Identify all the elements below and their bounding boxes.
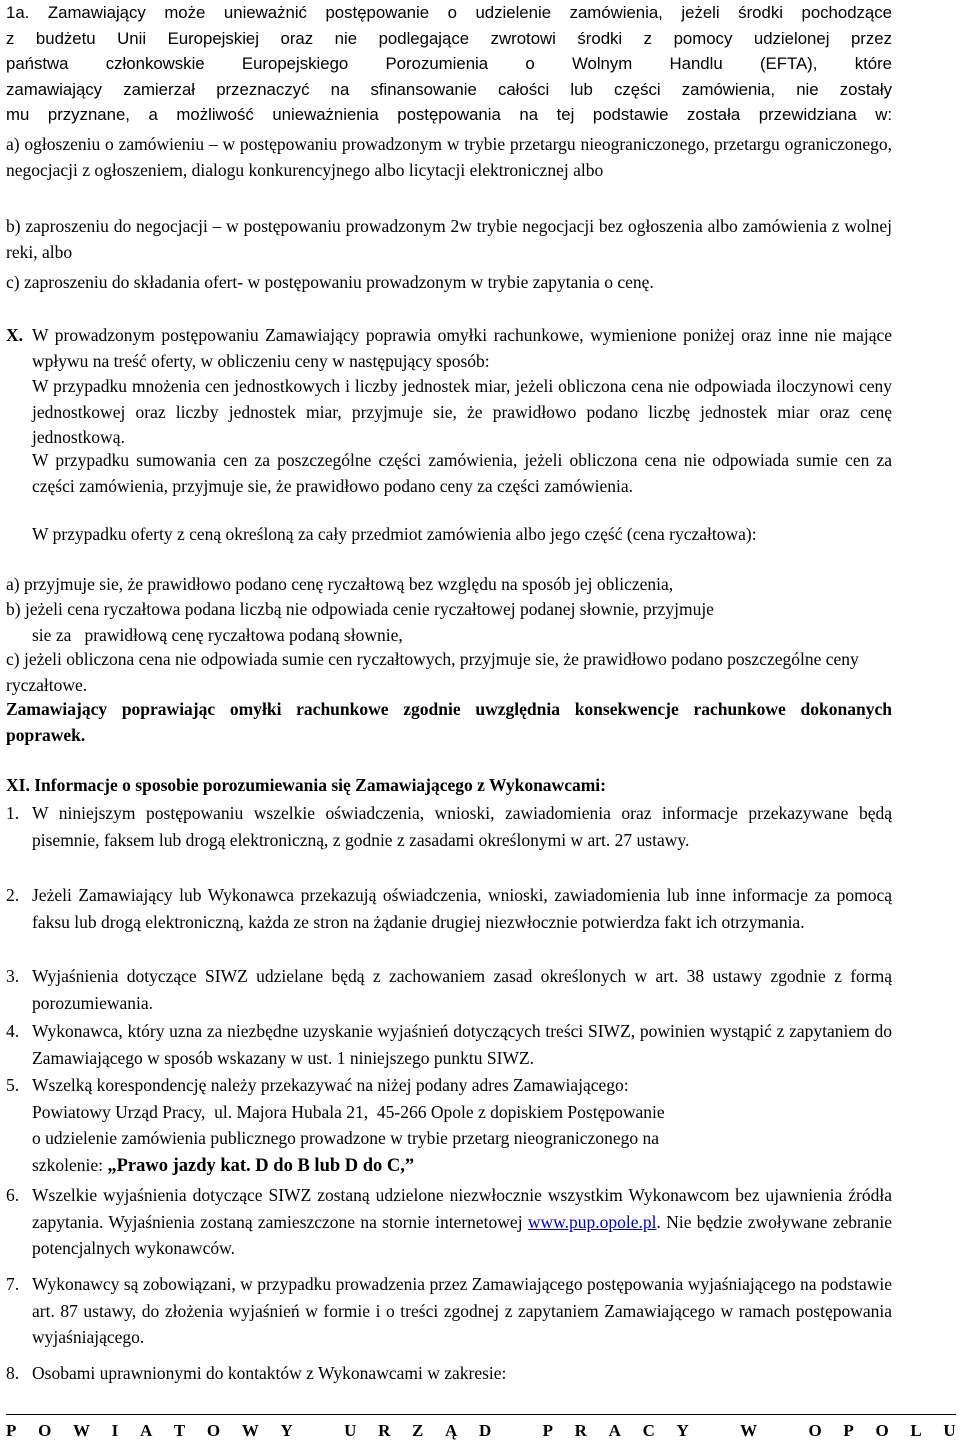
item-number: 7. bbox=[6, 1274, 20, 1294]
section-xi-item-2 bbox=[6, 882, 892, 935]
section-x-intro bbox=[6, 323, 892, 374]
item-6-text-end: . Nie będzie zwoływane zebranie potencjalnych wykonawców. bbox=[32, 1211, 893, 1258]
section-x-bold-text: Zamawiający poprawiając omyłki rachunkowe zgodnie uwzględnia konsekwencje rachunkowe dokonanych poprawek. bbox=[6, 699, 892, 745]
section-1a-line: mu przyznane, a możliwość unieważnienia postępowania na tej podstawie została przewidziana w: bbox=[6, 105, 892, 124]
footer-letter: W bbox=[241, 1421, 259, 1440]
section-x-para-1: W przypadku mnożenia cen jednostkowych i liczby jednostek miar, jeżeli obliczona cena nie odpowiada iloczynowi ceny jednostkowej oraz liczby jednostek miar, przyjmuje sie, że prawidłowo podano liczbę jednostek miar oraz cenę jednostkową. bbox=[32, 376, 892, 447]
footer-letter: O bbox=[38, 1421, 52, 1440]
website-link[interactable]: www.pup.opole.pl bbox=[527, 1211, 657, 1232]
section-x-intro-text: W prowadzonym postępowaniu Zamawiający poprawia omyłki rachunkowe, wymienione poniżej oraz inne nie mające wpływu na treść oferty, w obliczeniu ceny w następujący sposób: bbox=[32, 325, 892, 371]
section-x-bold-note bbox=[6, 697, 892, 748]
footer-letter: T bbox=[173, 1421, 186, 1440]
section-xi-item-1 bbox=[6, 800, 892, 853]
footer-letter: O bbox=[875, 1421, 889, 1440]
section-1a-line: państwa członkowskie Europejskiego Porozumienia o Wolnym Handlu (EFTA), które bbox=[6, 54, 892, 73]
footer-letter: W bbox=[740, 1421, 758, 1440]
section-xi-item-8 bbox=[6, 1360, 892, 1387]
footer-gap bbox=[314, 1421, 322, 1441]
item-text: Wykonawcy są zobowiązani, w przypadku prowadzenia przez Zamawiającego postępowania wyjaśniającego na podstawie art. 87 ustawy, do złożenia wyjaśnień w formie i o treści zgodnej z zapytaniem Zamawiającego w ramach postępowania wyjaśniającego. bbox=[32, 1274, 892, 1347]
item-number: 8. bbox=[6, 1363, 20, 1383]
footer-letter: P bbox=[6, 1421, 17, 1440]
item-number: 4. bbox=[6, 1021, 20, 1041]
section-x-item-b-line1: b) jeżeli cena ryczałtowa podana liczbą nie odpowiada cenie ryczałtowej podanej słownie, przyjmuje bbox=[6, 599, 714, 619]
section-xi-title-text: XI. Informacje o sposobie porozumiewania się Zamawiającego z Wykonawcami: bbox=[6, 775, 606, 795]
training-name: „Prawo jazdy kat. D do B lub D do C,” bbox=[107, 1155, 415, 1176]
section-xi-item-5 bbox=[6, 1072, 892, 1179]
section-1a-line: zamawiający zamierzał przeznaczyć na sfinansowanie całości lub części zamówienia, nie zostały bbox=[6, 79, 892, 99]
item-text: Jeżeli Zamawiający lub Wykonawca przekazują oświadczenia, wnioski, zawiadomienia lub inne informacje za pomocą faksu lub drogą elektroniczną, każda ze stron na żądanie drugiej niezwłocznie potwierdza fakt ich otrzymania. bbox=[32, 885, 892, 932]
footer-gap bbox=[513, 1421, 521, 1441]
footer-letter: A bbox=[139, 1421, 153, 1440]
footer-letter: U bbox=[943, 1421, 956, 1440]
section-1a-line: z budżetu Unii Europejskiej oraz nie podlegające zwrotowi środki z pomocy udzielonej przez bbox=[6, 28, 892, 48]
footer-letter: O bbox=[808, 1421, 822, 1440]
item-number: 6. bbox=[6, 1185, 20, 1205]
footer-letter: L bbox=[910, 1421, 922, 1440]
item-5-line-2: Powiatowy Urząd Pracy, ul. Majora Hubala 21, 45-266 Opole z dopiskiem Postępowanie bbox=[32, 1101, 665, 1122]
item-6-text: Wszelkie wyjaśnienia dotyczące SIWZ zostaną udzielone niezwłocznie wszystkim Wykonawcom bez ujawnienia źródła zapytania. Wyjaśnienia zostaną zamieszczone na stornie internetowej bbox=[32, 1185, 892, 1232]
footer-letter: R bbox=[574, 1421, 587, 1440]
footer-letter: A bbox=[608, 1421, 621, 1440]
footer-letter: Ą bbox=[445, 1421, 458, 1440]
section-1a-line: 1a. Zamawiający może unieważnić postępowanie o udzielenie zamówienia, jeżeli środki pochodzące bbox=[6, 3, 892, 22]
footer-letter: Y bbox=[280, 1421, 293, 1440]
section-x-number: X. bbox=[6, 325, 24, 345]
footer-letter: W bbox=[72, 1421, 90, 1440]
footer-letter: D bbox=[478, 1421, 492, 1440]
item-5-prefix: szkolenie: bbox=[32, 1154, 108, 1175]
footer-gap bbox=[779, 1421, 787, 1441]
item-number: 2. bbox=[6, 885, 20, 905]
section-xi-item-4 bbox=[6, 1018, 892, 1071]
footer-gap bbox=[710, 1421, 718, 1441]
footer-letter: U bbox=[344, 1421, 357, 1440]
footer-letter: I bbox=[111, 1421, 119, 1440]
section-xi-title bbox=[6, 773, 892, 799]
item-5-line-1: Wszelką korespondencję należy przekazywać na niżej podany adres Zamawiającego: bbox=[32, 1075, 629, 1095]
footer-letter: Z bbox=[412, 1421, 424, 1440]
section-xi-item-6 bbox=[6, 1182, 892, 1262]
item-text: W niniejszym postępowaniu wszelkie oświadczenia, wnioski, zawiadomienia oraz informacje przekazywane będą pisemnie, faksem lub drogą elektroniczną, z godnie z zasadami określonymi w art. 27 ustawy. bbox=[32, 803, 892, 850]
item-text: Wykonawca, który uzna za niezbędne uzyskanie wyjaśnień dotyczących treści SIWZ, powinien wystąpić z zapytaniem do Zamawiającego w sposób wskazany w ust. 1 niniejszego punktu SIWZ. bbox=[32, 1021, 892, 1068]
section-1a-item-b: b) zaproszeniu do negocjacji – w postępowaniu prowadzonym 2w trybie negocjacji bez ogłoszenia albo zamówienia z wolnej reki, albo bbox=[6, 216, 892, 262]
section-1a bbox=[6, 0, 892, 128]
section-x-item-a: a) przyjmuje sie, że prawidłowo podano cenę ryczałtową bez względu na sposób jej obliczenia, bbox=[6, 574, 674, 594]
item-number: 1. bbox=[6, 803, 20, 823]
item-text: Osobami uprawnionymi do kontaktów z Wykonawcami w zakresie: bbox=[32, 1363, 507, 1383]
footer-letter: P bbox=[843, 1421, 854, 1440]
section-1a-item-a: a) ogłoszeniu o zamówieniu – w postępowaniu prowadzonym w trybie przetargu nieograniczonego, przetargu ograniczonego, negocjacji z ogłoszeniem, dialogu konkurencyjnego albo licytacji elektronicznej albo bbox=[6, 134, 892, 180]
footer-organization-name bbox=[6, 1421, 956, 1441]
section-1a-item-c: c) zaproszeniu do składania ofert- w postępowaniu prowadzonym w trybie zapytania o cenę. bbox=[6, 272, 654, 292]
item-number: 3. bbox=[6, 966, 20, 986]
item-text: Wyjaśnienia dotyczące SIWZ udzielane będą z zachowaniem zasad określonych w art. 38 ustawy zgodnie z formą porozumiewania. bbox=[32, 966, 892, 1013]
section-x-item-c: c) jeżeli obliczona cena nie odpowiada sumie cen ryczałtowych, przyjmuje sie, że prawidłowo podano poszczególne ceny ryczałtowe. bbox=[6, 649, 859, 695]
footer-letter: C bbox=[642, 1421, 655, 1440]
item-5-line-3: o udzielenie zamówienia publicznego prowadzone w trybie przetarg nieograniczonego na bbox=[32, 1128, 659, 1148]
section-x-para-2: W przypadku sumowania cen za poszczególne części zamówienia, jeżeli obliczona cena nie odpowiada sumie cen za części zamówienia, przyjmuje sie, że prawidłowo podano ceny za części zamówienia. bbox=[32, 450, 892, 496]
section-xi-item-7 bbox=[6, 1271, 892, 1351]
section-x-item-b-line2: sie za prawidłową cenę ryczałtowa podaną słownie, bbox=[32, 624, 403, 645]
item-5-line-4 bbox=[32, 1152, 892, 1180]
footer-rule bbox=[6, 1414, 956, 1415]
footer-letter: O bbox=[206, 1421, 221, 1440]
item-number: 5. bbox=[6, 1075, 20, 1095]
section-x-para-3: W przypadku oferty z ceną określoną za cały przedmiot zamówienia albo jego część (cena ryczałtowa): bbox=[32, 524, 757, 544]
footer-letter: Y bbox=[676, 1421, 689, 1440]
section-xi-item-3 bbox=[6, 963, 892, 1016]
footer-letter: R bbox=[378, 1421, 391, 1440]
footer-letter: P bbox=[542, 1421, 553, 1440]
section-x-item-b bbox=[6, 597, 892, 648]
